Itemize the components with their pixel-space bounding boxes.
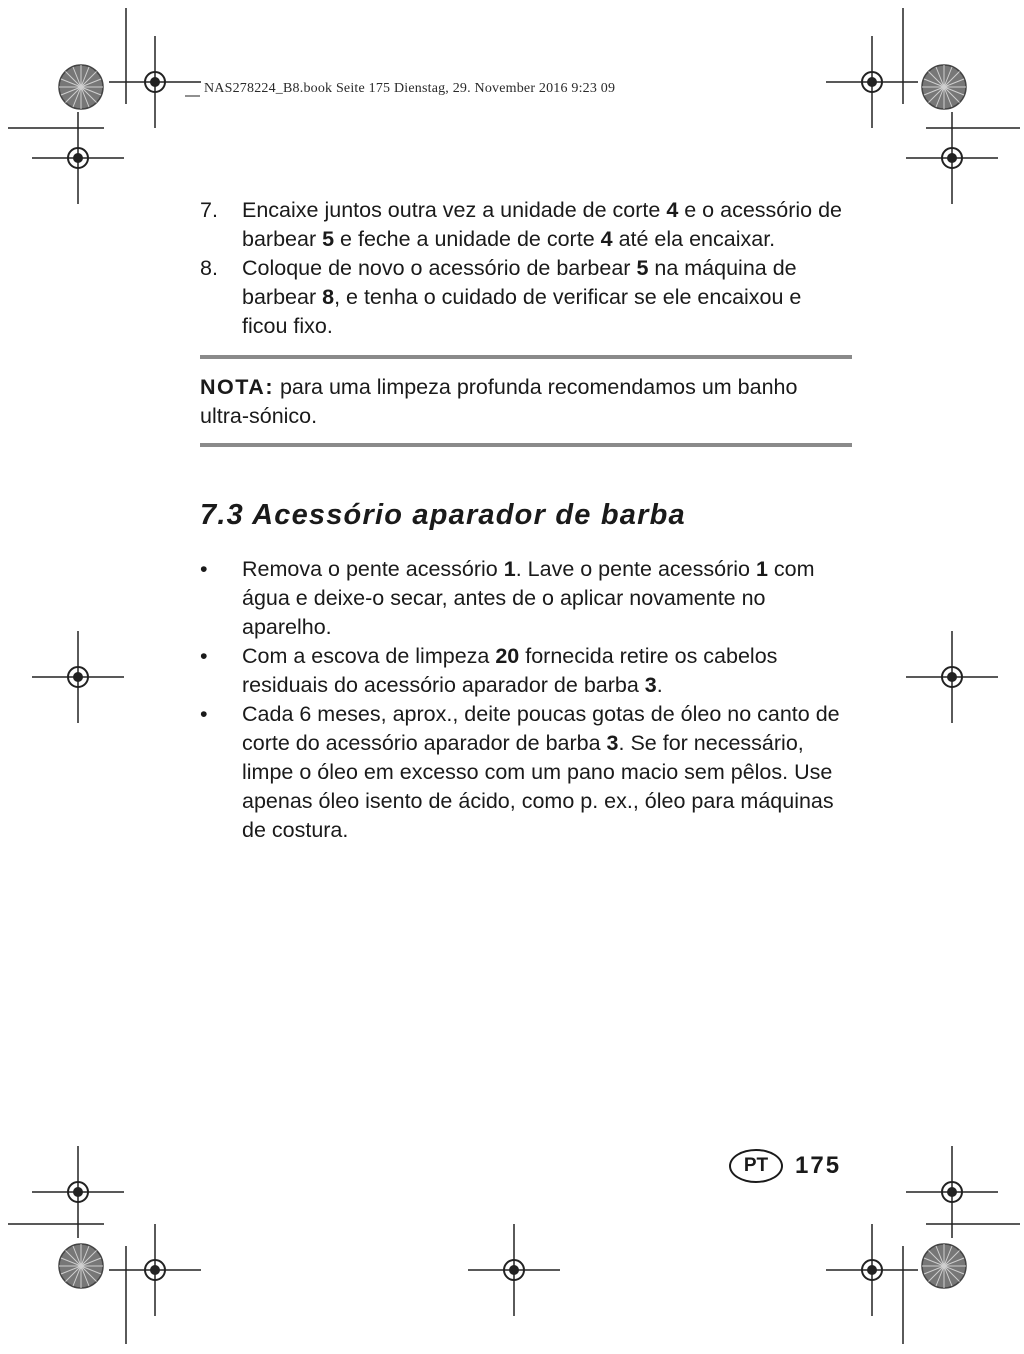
step-text: Encaixe juntos outra vez a unidade de corte 4 e o acessório de barbear 5 e feche a unidade de corte 4 até ela encaixar.	[242, 198, 843, 251]
step-number: 7.	[200, 198, 218, 222]
print-file-header: NAS278224_B8.book Seite 175 Dienstag, 29. November 2016 9:23 09	[204, 81, 616, 96]
registration-starburst-icon	[922, 65, 966, 109]
registration-crosshair-icon	[32, 112, 124, 204]
registration-crosshair-icon	[906, 631, 998, 723]
list-item	[200, 555, 852, 642]
note-label: NOTA:	[200, 375, 274, 399]
registration-crosshair-icon	[32, 631, 124, 723]
bullet-text: Com a escova de limpeza 20 fornecida retire os cabelos residuais do acessório aparador de barba 3.	[242, 644, 778, 697]
note-text: para uma limpeza profunda recomendamos um banho ultra-sónico.	[200, 375, 798, 428]
registration-starburst-icon	[59, 65, 103, 109]
registration-starburst-icon	[922, 1244, 966, 1288]
list-item	[200, 196, 852, 254]
note-box	[200, 359, 852, 443]
registration-crosshair-icon	[109, 36, 201, 128]
registration-starburst-icon	[59, 1244, 103, 1288]
divider	[200, 443, 852, 447]
step-number: 8.	[200, 256, 218, 280]
registration-crosshair-icon	[906, 112, 998, 204]
registration-crosshair-icon	[826, 36, 918, 128]
page-footer	[729, 1149, 841, 1183]
list-item	[200, 642, 852, 700]
section-title: 7.3 Acessório aparador de barba	[200, 499, 686, 531]
registration-crosshair-icon	[109, 1224, 201, 1316]
bullet-text: Remova o pente acessório 1. Lave o pente acessório 1 com água e deixe-o secar, antes de o aplicar novamente no aparelho.	[242, 557, 815, 639]
page-number: 175	[795, 1152, 842, 1179]
registration-crosshair-icon	[826, 1224, 918, 1316]
step-text: Coloque de novo o acessório de barbear 5 na máquina de barbear 8, e tenha o cuidado de verificar se ele encaixou e ficou fixo.	[242, 256, 802, 338]
bullet-text: Cada 6 meses, aprox., deite poucas gotas de óleo no canto de corte do acessório aparador de barba 3. Se for necessário, limpe o óleo em excesso com um pano macio sem pêlos. Use apenas óleo isento de ácido, como p. ex., óleo para máquinas de costura.	[242, 702, 840, 842]
list-item	[200, 254, 852, 341]
language-badge: PT	[729, 1149, 783, 1183]
bullet-icon: •	[200, 702, 208, 726]
bullet-icon: •	[200, 557, 208, 581]
registration-crosshair-icon	[468, 1224, 560, 1316]
page-content	[200, 196, 852, 845]
bullet-icon: •	[200, 644, 208, 668]
list-item	[200, 700, 852, 845]
